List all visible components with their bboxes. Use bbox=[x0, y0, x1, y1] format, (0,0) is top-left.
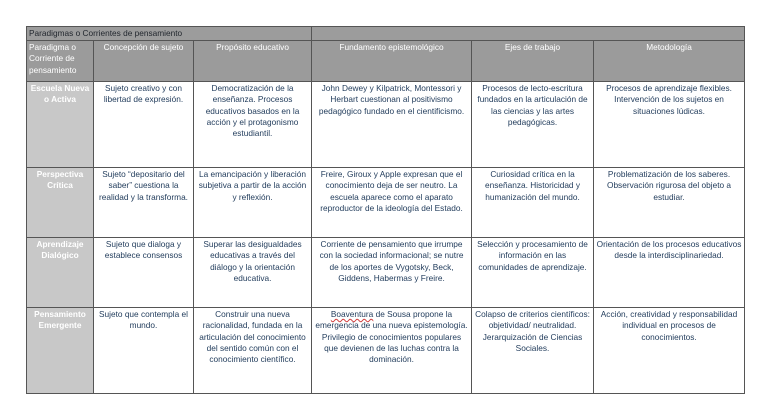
table-row bbox=[27, 82, 745, 168]
header-ejes: Ejes de trabajo bbox=[472, 41, 594, 82]
cell-sujeto: Sujeto “depositario del saber” cuestiona la realidad y la transforma. bbox=[94, 168, 194, 238]
header-fundamento: Fundamento epistemológico bbox=[312, 41, 472, 82]
cell-proposito: Superar las desigualdades educativas a través del diálogo y la orientación educativa. bbox=[194, 238, 312, 308]
table-row bbox=[27, 168, 745, 238]
misspelled-name: Boaventura bbox=[330, 309, 374, 320]
cell-sujeto: Sujeto que dialoga y establece consensos bbox=[94, 238, 194, 308]
cell-sujeto: Sujeto que contempla el mundo. bbox=[94, 308, 194, 394]
table-title-row bbox=[27, 27, 745, 41]
table-sheet bbox=[26, 26, 744, 394]
row-label: Escuela Nueva o Activa bbox=[27, 82, 94, 168]
table-title: Paradigmas o Corrientes de pensamiento bbox=[27, 27, 312, 41]
table-row bbox=[27, 238, 745, 308]
cell-proposito: Construir una nueva racionalidad, fundada en la articulación del conocimiento del sentido común con el conocimiento científico. bbox=[194, 308, 312, 394]
cell-ejes: Curiosidad crítica en la enseñanza. Historicidad y humanización del mundo. bbox=[472, 168, 594, 238]
table-title-filler bbox=[312, 27, 745, 41]
cell-metodologia: Procesos de aprendizaje flexibles. Intervención de los sujetos en situaciones lúdicas. bbox=[594, 82, 745, 168]
header-proposito: Propósito educativo bbox=[194, 41, 312, 82]
header-metodologia: Metodología bbox=[594, 41, 745, 82]
fundamento-text: de Sousa propone la emergencia de una nueva epistemología. Privilegio de conocimientos populares que devienen de las luchas contra la dominación. bbox=[315, 309, 468, 365]
row-label: Aprendizaje Dialógico bbox=[27, 238, 94, 308]
cell-proposito: La emancipación y liberación subjetiva a partir de la acción y reflexión. bbox=[194, 168, 312, 238]
cell-fundamento: Freire, Giroux y Apple expresan que el conocimiento deja de ser neutro. La escuela aparece como el aparato reproductor de la ideología del Estado. bbox=[312, 168, 472, 238]
row-label: Pensamiento Emergente bbox=[27, 308, 94, 394]
cell-ejes: Selección y procesamiento de información en las comunidades de aprendizaje. bbox=[472, 238, 594, 308]
cell-fundamento: John Dewey y Kilpatrick, Montessori y Herbart cuestionan al positivismo pedagógico fundado en el cientificismo. bbox=[312, 82, 472, 168]
cell-sujeto: Sujeto creativo y con libertad de expresión. bbox=[94, 82, 194, 168]
header-paradigma: Paradigma o Corriente de pensamiento bbox=[27, 41, 94, 82]
cell-ejes: Procesos de lecto-escritura fundados en la articulación de las ciencias y las artes pedagógicas. bbox=[472, 82, 594, 168]
table-header-row bbox=[27, 41, 745, 82]
cell-proposito: Democratización de la enseñanza. Procesos educativos basados en la acción y el protagonismo estudiantil. bbox=[194, 82, 312, 168]
cell-ejes: Colapso de criterios científicos: objetividad/ neutralidad. Jerarquización de Ciencias Sociales. bbox=[472, 308, 594, 394]
row-label: Perspectiva Crítica bbox=[27, 168, 94, 238]
cell-fundamento: Corriente de pensamiento que irrumpe con la sociedad informacional; se nutre de los aportes de Vygotsky, Beck, Giddens, Habermas y Freire. bbox=[312, 238, 472, 308]
cell-fundamento bbox=[312, 308, 472, 394]
header-concepcion-sujeto: Concepción de sujeto bbox=[94, 41, 194, 82]
cell-metodologia: Problematización de los saberes. Observación rigurosa del objeto a estudiar. bbox=[594, 168, 745, 238]
paradigms-table bbox=[26, 26, 745, 394]
cell-metodologia: Acción, creatividad y responsabilidad individual en procesos de conocimientos. bbox=[594, 308, 745, 394]
cell-metodologia: Orientación de los procesos educativos desde la interdisciplinariedad. bbox=[594, 238, 745, 308]
table-row bbox=[27, 308, 745, 394]
